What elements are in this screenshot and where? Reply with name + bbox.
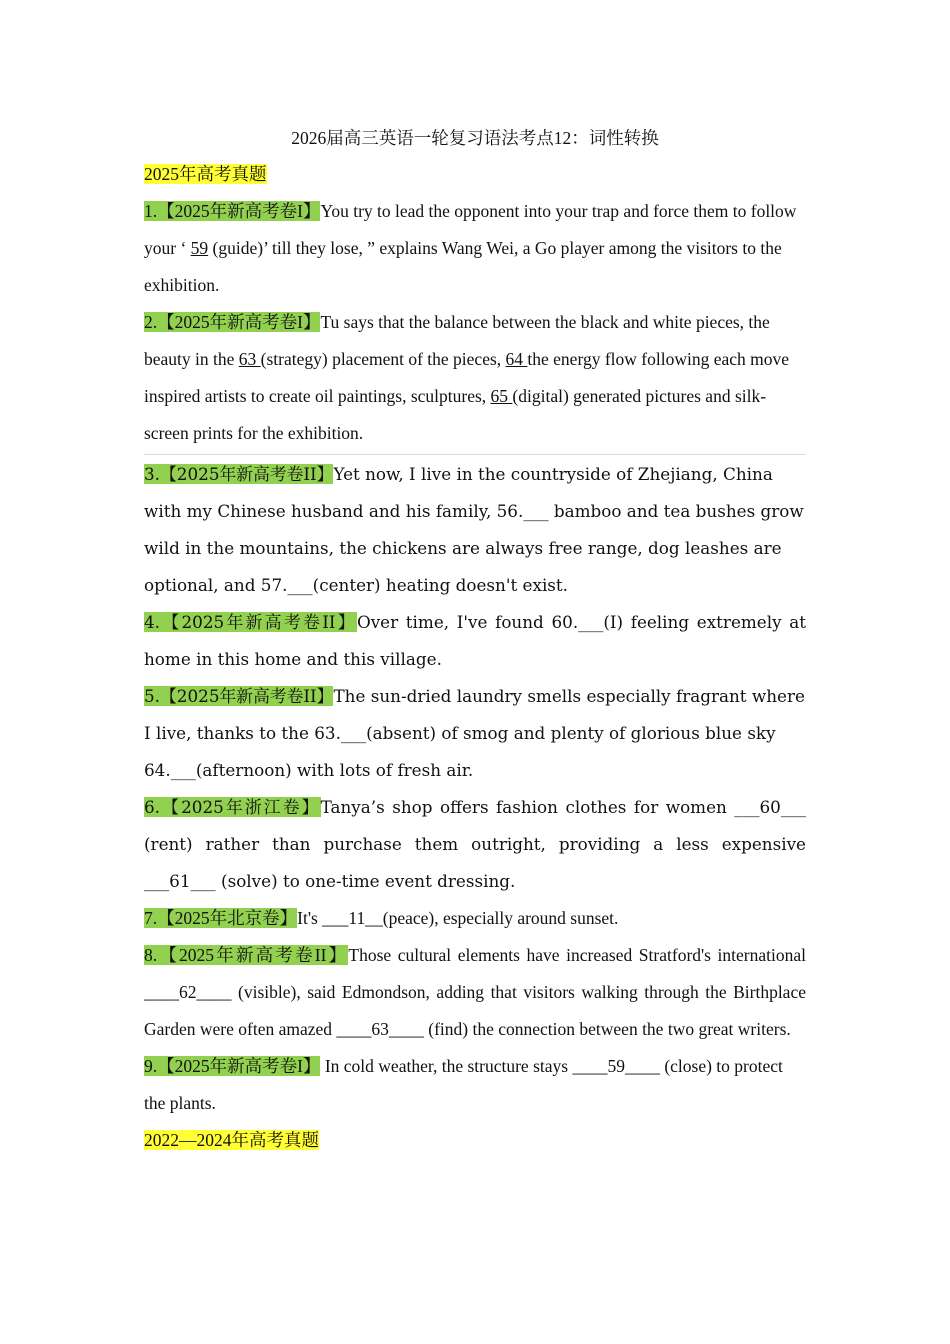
question-source: 【2025年新高考卷II】	[157, 945, 349, 965]
question-number: 1.	[144, 201, 158, 221]
question-text: The sun-dried laundry smells especially fragrant where I live, thanks to the 63.___(absent) of smog and plenty of glorious blue sky 64.___(afternoon) with lots of fresh air.	[144, 686, 805, 780]
question-7	[144, 900, 806, 937]
question-3	[144, 456, 806, 604]
question-number: 3.	[144, 464, 161, 484]
question-text: Yet now, I live in the countryside of Zhejiang, China with my Chinese husband and his family, 56.___ bamboo and tea bushes grow wild in the mountains, the chickens are always free range, dog leashes are optional, and 57.___(center) heating doesn't exist.	[144, 464, 804, 595]
document-page	[144, 120, 806, 1159]
question-text: Those cultural elements have increased Stratford's international ____62____ (visible), said Edmondson, adding that visitors walking through the Birthplace Garden were often amazed ____63____ (find) the connection between the two great writers.	[144, 945, 807, 1039]
blank-number: 65	[490, 386, 513, 406]
question-source: 【2025年新高考卷II】	[160, 612, 357, 632]
blank-number: 64	[505, 349, 528, 369]
question-text: the energy flow following each move inspired artists to create oil paintings, sculptures,	[144, 349, 790, 406]
question-text: (guide)’ till they lose, ” explains Wang Wei, a Go player among the visitors to the exhibition.	[144, 238, 782, 295]
divider	[144, 454, 806, 455]
section-heading-text: 2022—2024年高考真题	[144, 1130, 319, 1150]
question-text: (strategy) placement of the pieces,	[260, 349, 506, 369]
question-text: Over time, I've found 60.___(I) feeling extremely at home in this home and this village.	[144, 612, 806, 669]
question-text: Tu says that the balance between the black and white pieces, the beauty in the	[144, 312, 770, 369]
question-text: You try to lead the opponent into your trap and force them to follow your ‘	[144, 201, 797, 258]
section-heading-text: 2025年高考真题	[144, 164, 267, 184]
question-source: 【2025年新高考卷I】	[157, 201, 321, 221]
question-source: 【2025年新高考卷II】	[160, 686, 334, 706]
question-5	[144, 678, 806, 789]
question-text: It's ___11__(peace), especially around sunset.	[297, 908, 619, 928]
question-6	[144, 789, 806, 900]
question-tag	[144, 464, 333, 484]
question-tag	[144, 945, 348, 965]
question-source: 【2025年新高考卷I】	[157, 312, 321, 332]
question-text: Tanya’s shop offers fashion clothes for women ___60___ (rent) rather than purchase them outright, providing a less expensive ___61___ (solve) to one-time event dressing.	[144, 797, 807, 891]
question-source: 【2025年北京卷】	[157, 908, 298, 928]
question-tag	[144, 1056, 320, 1076]
question-9	[144, 1048, 806, 1122]
question-number: 6.	[144, 797, 161, 817]
question-number: 7.	[144, 908, 158, 928]
question-1	[144, 193, 806, 304]
section-heading-2025	[144, 156, 806, 193]
question-8	[144, 937, 806, 1048]
question-4	[144, 604, 806, 678]
question-source: 【2025年新高考卷I】	[157, 1056, 321, 1076]
section-heading-2022-2024	[144, 1122, 806, 1159]
question-tag	[144, 908, 297, 928]
question-tag	[144, 797, 321, 817]
question-tag	[144, 686, 333, 706]
question-number: 9.	[144, 1056, 158, 1076]
question-tag	[144, 201, 320, 221]
question-tag	[144, 612, 357, 632]
question-tag	[144, 312, 320, 332]
question-number: 4.	[144, 612, 161, 632]
question-2	[144, 304, 806, 452]
blank-number: 63	[238, 349, 261, 369]
question-text: In cold weather, the structure stays ____59____ (close) to protect the plants.	[144, 1056, 783, 1113]
question-number: 8.	[144, 945, 158, 965]
document-title: 2026届高三英语一轮复习语法考点12：词性转换	[291, 128, 659, 148]
question-number: 5.	[144, 686, 161, 706]
question-source: 【2025年新高考卷II】	[160, 464, 334, 484]
question-number: 2.	[144, 312, 158, 332]
blank-number: 59	[190, 238, 209, 258]
question-source: 【2025年浙江卷】	[160, 797, 321, 817]
question-text: (digital) generated pictures and silk-screen prints for the exhibition.	[144, 386, 767, 443]
